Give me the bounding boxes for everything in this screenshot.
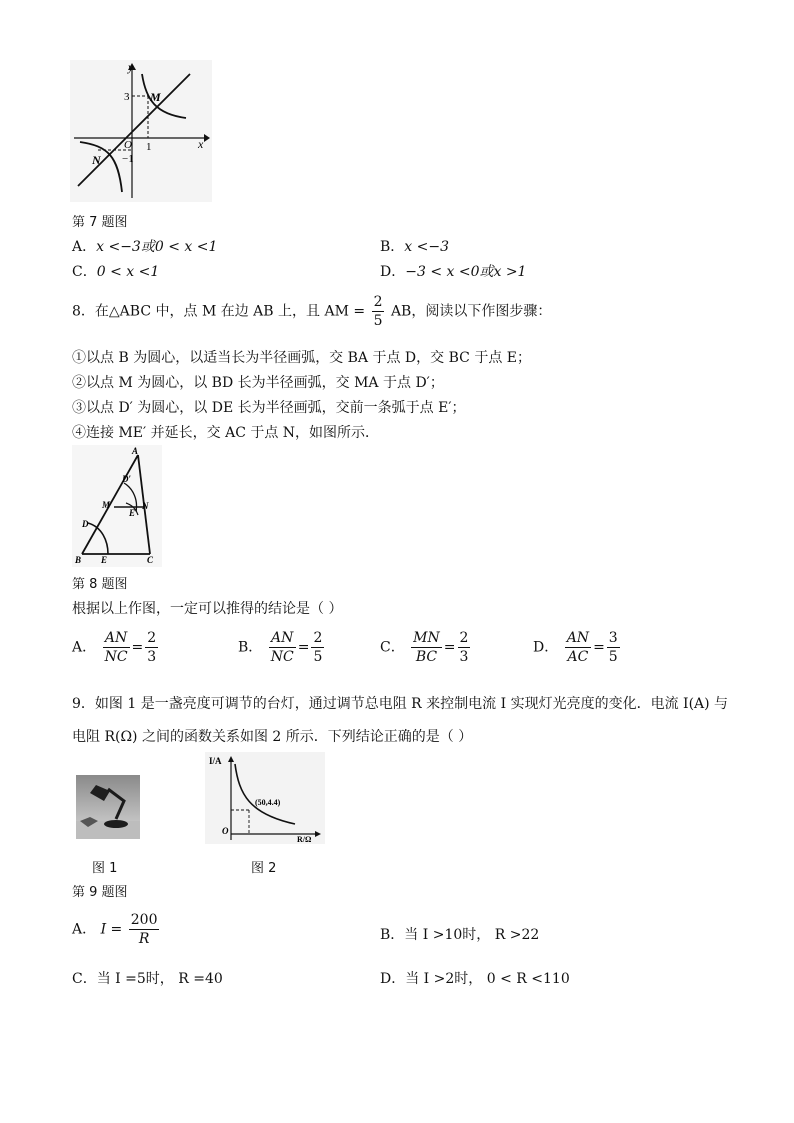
q9-option-c-label: C． (72, 971, 97, 987)
q8-option-c-vnum: 2 (459, 630, 469, 646)
q8-option-c-lhs (411, 629, 442, 666)
q8-question: 根据以上作图，一定可以推得的结论是（ ） (72, 601, 343, 617)
q8-option-d-den: AC (567, 649, 589, 665)
q8-option-d-label: D． (533, 639, 559, 656)
q8-label-m: M (102, 500, 111, 510)
q7-option-b (380, 236, 449, 256)
q8-option-b-vden: 5 (313, 649, 323, 665)
q8-stem-after: AB，阅读以下作图步骤： (390, 303, 552, 320)
q9-option-a (72, 911, 161, 948)
q8-option-d-vnum: 3 (608, 630, 618, 646)
q8-option-d-lhs (565, 629, 591, 666)
q8-option-c-eq: = (443, 639, 456, 656)
q9-caption: 第 9 题图 (72, 885, 128, 900)
q9-option-a-num: 200 (130, 912, 158, 928)
q8-option-d-rhs (607, 629, 620, 666)
q9-fig1-caption: 图 1 (92, 861, 118, 876)
q8-option-c-vden: 3 (459, 649, 469, 665)
q9-option-b (380, 924, 539, 944)
q8-option-a (72, 629, 160, 666)
q7-graph (70, 60, 212, 202)
q8-step-3: ③以点 D′ 为圆心，以 DE 长为半径画弧，交前一条弧于点 E′； (72, 400, 466, 416)
q9-option-a-den: R (138, 931, 150, 947)
q8-stem-fraction (372, 293, 385, 330)
q8-option-d-num: AN (566, 630, 590, 646)
q9-option-d-text: 当 I >2时， 0 < R <110 (405, 971, 570, 987)
q8-option-c-den: BC (415, 649, 438, 665)
q9-graph-y-label: I/A (209, 756, 222, 766)
q9-option-a-label: A． (72, 921, 97, 938)
q7-option-c-label: C． (72, 264, 97, 280)
q8-option-b-vnum: 2 (313, 630, 323, 646)
q8-option-b-lhs (269, 629, 296, 666)
q8-option-b-rhs (311, 629, 324, 666)
q9-option-a-lhs: I = (100, 921, 123, 938)
q9-stem-line-2: 电阻 R(Ω) 之间的函数关系如图 2 所示．下列结论正确的是（ ） (72, 729, 473, 745)
q8-option-a-lhs (103, 629, 130, 666)
q9-lamp-photo (76, 775, 140, 839)
q8-stem-frac-den: 5 (373, 313, 383, 329)
q7-option-c-text: 0 < x <1 (96, 264, 160, 280)
q8-option-b-den: NC (270, 649, 294, 665)
q8-step-1: ①以点 B 为圆心，以适当长为半径画弧，交 BA 于点 D，交 BC 于点 E； (72, 350, 531, 366)
q8-option-d-eq: = (593, 639, 605, 656)
q7-y-label: y (128, 60, 134, 74)
q7-option-a-text: x <−3或0 < x <1 (96, 239, 218, 255)
q7-option-a (72, 236, 217, 256)
q8-stem-before: 8．在△ABC 中，点 M 在边 AB 上，且 AM = (72, 303, 366, 320)
q8-label-n: N (142, 501, 149, 511)
q8-label-e: E (101, 555, 108, 565)
q8-step-2: ②以点 M 为圆心，以 BD 长为半径画弧，交 MA 于点 D′； (72, 375, 444, 391)
q8-option-a-eq: = (131, 639, 144, 656)
q8-option-a-den: NC (104, 649, 128, 665)
q8-option-c (380, 629, 472, 666)
q8-caption: 第 8 题图 (72, 577, 128, 592)
q8-option-d (533, 629, 622, 666)
q8-option-c-num: MN (413, 630, 440, 646)
q9-ir-graph (205, 752, 325, 844)
q8-label-d: D (82, 519, 89, 529)
q8-option-d-vden: 5 (608, 649, 618, 665)
q9-graph-origin: O (222, 826, 229, 836)
q7-option-c (72, 261, 159, 281)
q9-option-b-label: B． (380, 927, 405, 943)
q8-option-a-vden: 3 (147, 649, 157, 665)
q8-label-eprime: E′ (129, 508, 138, 518)
q8-label-dprime: D′ (122, 474, 132, 484)
q7-caption: 第 7 题图 (72, 215, 128, 230)
q9-graph-x-label: R/Ω (297, 835, 312, 844)
q8-label-b: B (75, 555, 82, 565)
q9-graph-point: (50,4.4) (255, 798, 281, 807)
q7-option-a-label: A． (72, 239, 97, 255)
q8-option-c-rhs (458, 629, 471, 666)
q7-option-d (380, 261, 526, 281)
q7-option-d-text: −3 < x <0或x >1 (405, 264, 527, 280)
q9-option-d-label: D． (380, 971, 406, 987)
q7-option-b-label: B． (380, 239, 405, 255)
q7-tick-1: 1 (146, 141, 152, 153)
q8-option-b-label: B． (238, 639, 263, 656)
q7-origin: O (124, 139, 132, 151)
q7-tick-neg1: −1 (122, 153, 134, 165)
q8-step-4: ④连接 ME′ 并延长，交 AC 于点 N，如图所示． (72, 425, 380, 441)
q8-option-b-eq: = (297, 639, 310, 656)
q7-point-n: N (92, 153, 101, 167)
q8-option-a-vnum: 2 (147, 630, 157, 646)
q7-option-d-label: D． (380, 264, 406, 280)
q9-stem-line-1: 9．如图 1 是一盏亮度可调节的台灯，通过调节总电阻 R 来控制电流 I 实现灯光亮度的变化．电流 I(A) 与 (72, 696, 729, 712)
q8-option-b-num: AN (269, 629, 296, 648)
q7-option-b-text: x <−3 (404, 239, 450, 255)
q8-option-a-rhs (145, 629, 158, 666)
q8-stem (72, 293, 551, 330)
q8-triangle-figure (72, 445, 162, 567)
q9-option-c-text: 当 I =5时， R =40 (96, 971, 223, 987)
q9-option-a-fraction (129, 911, 160, 948)
q8-label-c: C (147, 555, 154, 565)
q8-option-a-num: AN (103, 629, 130, 648)
q7-tick-3: 3 (124, 91, 130, 103)
q9-option-b-text: 当 I >10时， R >22 (404, 927, 540, 943)
q8-stem-frac-num: 2 (373, 294, 383, 310)
q8-option-b (238, 629, 326, 666)
q8-label-a: A (132, 446, 139, 456)
q7-x-label: x (198, 137, 204, 151)
q9-fig2-caption: 图 2 (251, 861, 277, 876)
q7-point-m: M (150, 90, 161, 104)
q8-option-c-label: C． (380, 639, 405, 656)
q8-option-a-label: A． (72, 639, 97, 656)
q9-option-d (380, 968, 570, 988)
q9-option-c (72, 968, 223, 988)
